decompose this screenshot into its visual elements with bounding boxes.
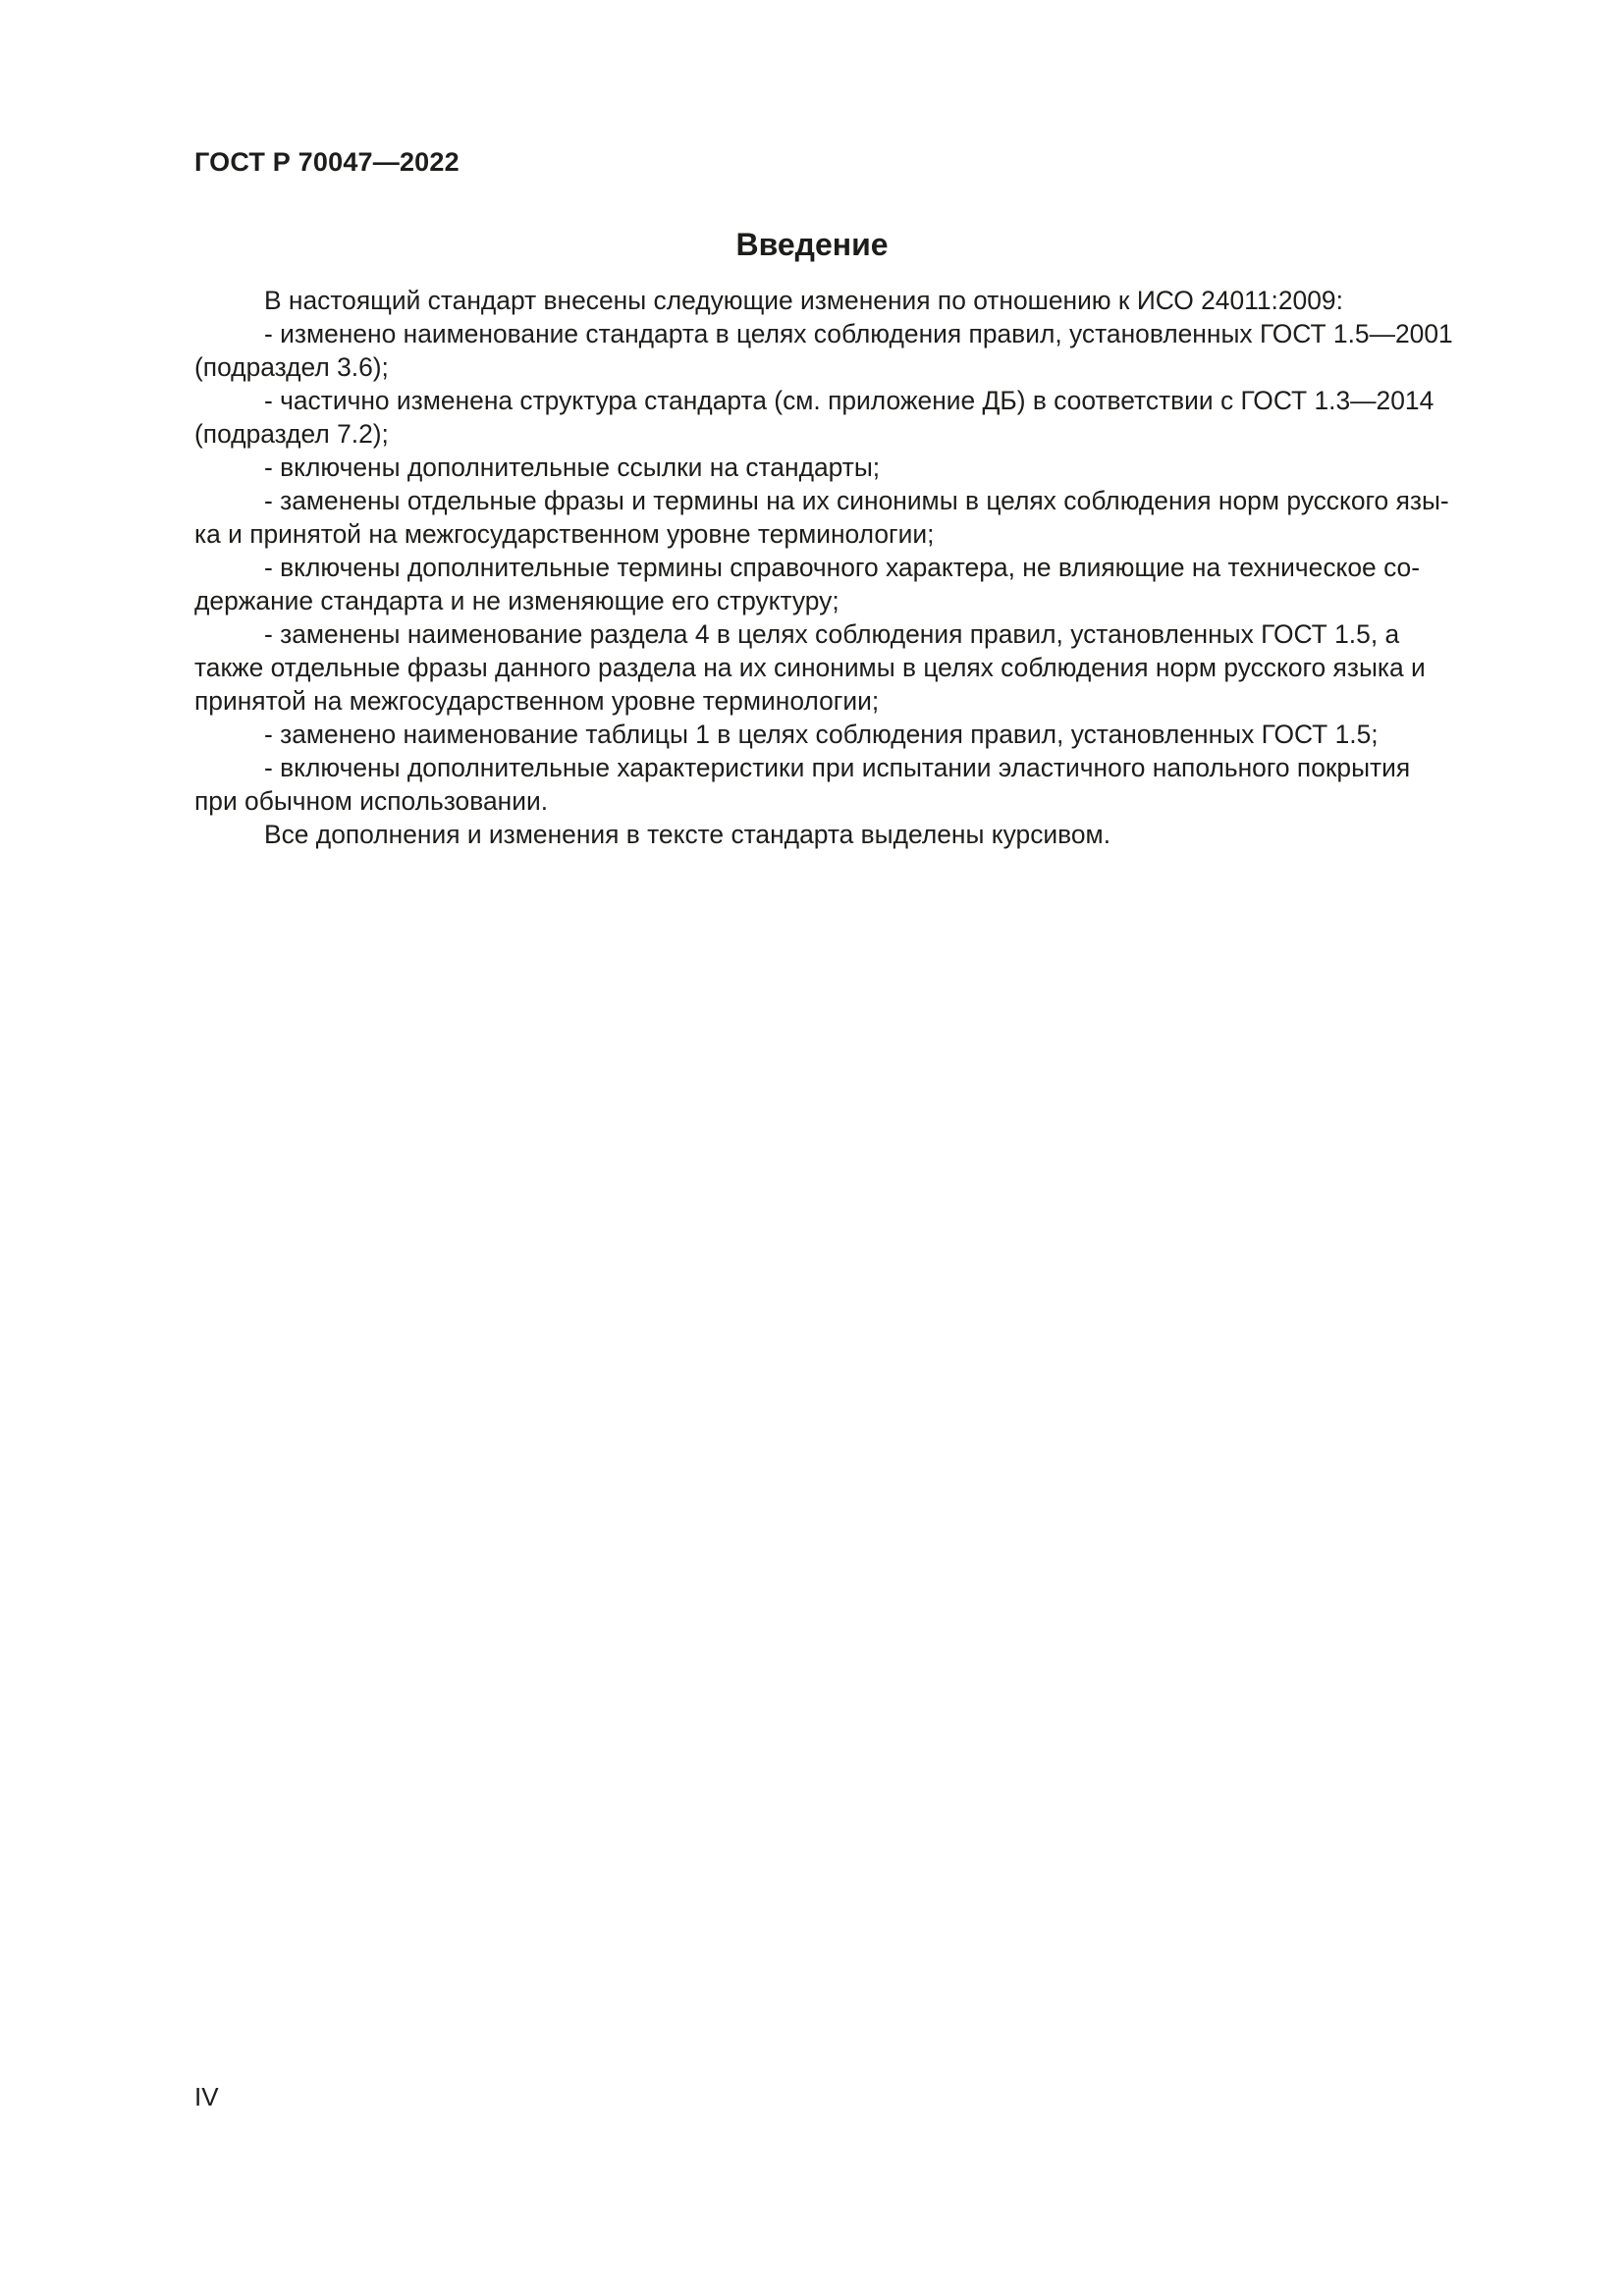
list-item: - заменены отдельные фразы и термины на их синонимы в целях соблюдения норм русского язы- ка и принятой на межгосударственном уровне терминологии; bbox=[194, 486, 1449, 549]
list-item: - заменены наименование раздела 4 в целях соблюдения правил, установленных ГОСТ 1.5, а также отдельные фразы данного раздела на их синонимы в целях соблюдения норм русского языка и принятой на межгосударственном уровне терминологии; bbox=[194, 619, 1426, 716]
page-number: IV bbox=[194, 2082, 219, 2111]
section-title: Введение bbox=[735, 227, 889, 262]
list-item: - включены дополнительные термины справочного характера, не влияющие на техническое со- держание стандарта и не изменяющие его структуру; bbox=[194, 553, 1421, 615]
paragraph-closing: Все дополнения и изменения в тексте стандарта выделены курсивом. bbox=[264, 820, 1111, 849]
document-code: ГОСТ Р 70047—2022 bbox=[194, 147, 460, 177]
list-item: - включены дополнительные характеристики при испытании эластичного напольного покрытия при обычном использовании. bbox=[194, 753, 1411, 816]
list-item: - частично изменена структура стандарта (см. приложение ДБ) в соответствии с ГОСТ 1.3—2014 (подраздел 7.2); bbox=[194, 386, 1435, 449]
list-item: - изменено наименование стандарта в целях соблюдения правил, установленных ГОСТ 1.5—2001 (подраздел 3.6); bbox=[194, 319, 1453, 382]
list-item: - заменено наименование таблицы 1 в целях соблюдения правил, установленных ГОСТ 1.5; bbox=[264, 720, 1379, 749]
section-body bbox=[194, 284, 1512, 851]
paragraph-intro: В настоящий стандарт внесены следующие изменения по отношению к ИСО 24011:2009: bbox=[264, 286, 1343, 315]
list-item: - включены дополнительные ссылки на стандарты; bbox=[264, 453, 881, 482]
